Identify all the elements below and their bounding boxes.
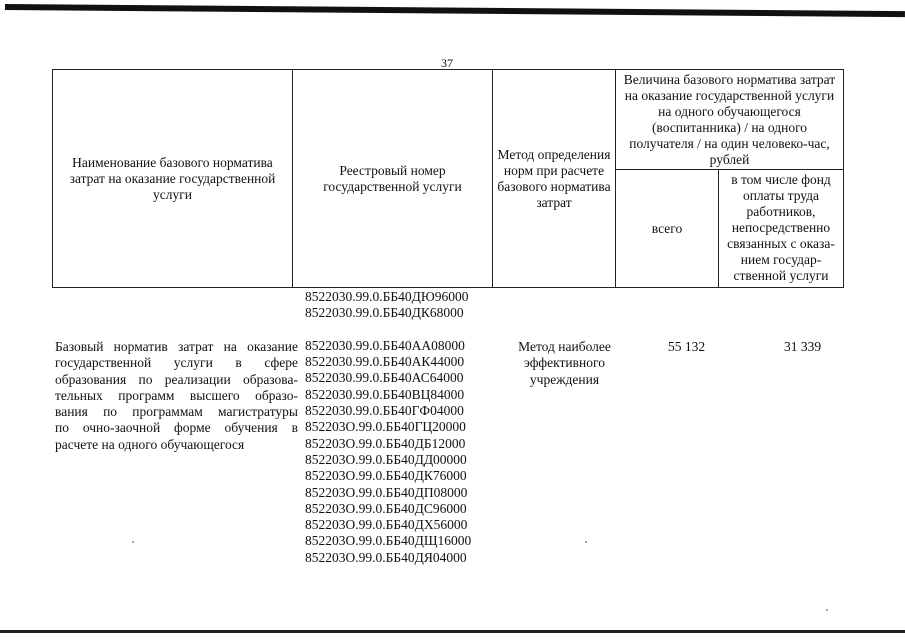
- method-line: учреждения: [529, 371, 600, 387]
- header-fot: в том числе фонд оплаты труда работников, непосредственно связанных с оказа-нием государ-ственной услуги: [719, 170, 844, 288]
- registry-codes-list: [305, 289, 471, 566]
- header-registry: Реестровый номер государственной услуги: [293, 70, 493, 288]
- registry-code: 8522030.99.0.ББ40ВЦ84000: [305, 386, 465, 402]
- registry-code: 852203О.99.0.ББ40ДХ56000: [305, 517, 468, 533]
- header-method: Метод определения норм при расчете базового норматива затрат: [493, 70, 616, 288]
- registry-code: 8522030.99.0.ББ40ДЮ96000: [305, 289, 469, 304]
- header-value-group: Величина базового норматива затрат на оказание государственной услуги на одного обучающегося (воспитанника) / на одного получателя / на один человеко-час, рублей: [616, 70, 844, 170]
- bottom-scan-border: [0, 630, 905, 633]
- scan-speck: [826, 609, 828, 611]
- registry-code: [305, 322, 471, 338]
- registry-code: 852203О.99.0.ББ40ДЯ04000: [305, 549, 467, 565]
- method-line: эффективного: [524, 355, 605, 371]
- registry-code: 8522030.99.0.ББ40ДК68000: [305, 305, 464, 321]
- service-name-line: образования по реализации образова-: [55, 371, 298, 387]
- fot-value: 31 339: [783, 339, 822, 354]
- registry-code: 852203О.99.0.ББ40ДК76000: [305, 468, 467, 484]
- header-total: всего: [616, 170, 719, 288]
- registry-code: 852203О.99.0.ББ40ДД00000: [305, 451, 467, 467]
- registry-code: 8522030.99.0.ББ40АС64000: [305, 370, 464, 386]
- service-name-line: расчете на одного обучающегося: [55, 436, 245, 452]
- registry-code: 8522030.99.0.ББ40АК44000: [305, 354, 465, 370]
- method-value: [497, 339, 632, 388]
- header-name: Наименование базового норматива затрат на оказание государственной услуги: [53, 70, 293, 288]
- total-value: 55 132: [667, 339, 706, 354]
- scan-speck: [132, 541, 134, 543]
- service-name: [55, 339, 298, 453]
- top-scan-border: [5, 4, 905, 17]
- scan-speck: [585, 541, 587, 543]
- registry-code: 852203О.99.0.ББ40ДБ12000: [305, 435, 466, 451]
- registry-code: 852203О.99.0.ББ40ГЦ20000: [305, 419, 466, 435]
- registry-code: 852203О.99.0.ББ40ДП08000: [305, 484, 468, 500]
- page-number: 37: [441, 56, 453, 70]
- registry-code: 852203О.99.0.ББ40ДС96000: [305, 500, 467, 516]
- method-line: Метод наиболее: [518, 339, 611, 354]
- registry-code: 8522030.99.0.ББ40ГФ04000: [305, 403, 464, 419]
- header-table: [52, 69, 844, 288]
- service-name-line: вания по программам магистратуры: [55, 404, 298, 420]
- registry-code: 852203О.99.0.ББ40ДЩ16000: [305, 533, 472, 549]
- service-name-line: Базовый норматив затрат на оказание: [55, 339, 298, 354]
- service-name-line: государственной услуги в сфере: [55, 355, 298, 371]
- service-name-line: тельных программ высшего образо-: [55, 387, 298, 403]
- registry-code: 8522030.99.0.ББ40АА08000: [305, 337, 465, 353]
- service-name-line: по очно-заочной форме обучения в: [55, 420, 298, 436]
